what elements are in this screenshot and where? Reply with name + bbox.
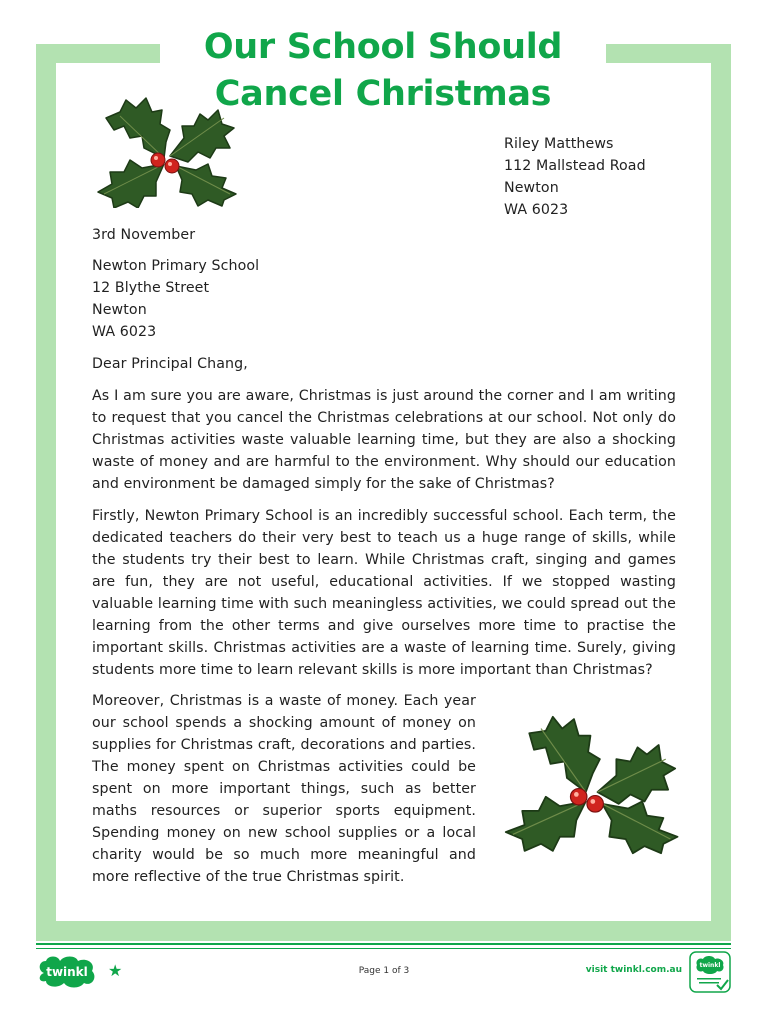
salutation: Dear Principal Chang,: [92, 356, 248, 372]
sender-state-postcode: WA 6023: [504, 202, 569, 218]
recipient-street: 12 Blythe Street: [92, 280, 210, 296]
sender-name: Riley Matthews: [504, 136, 614, 152]
letter-date: 3rd November: [92, 227, 196, 243]
footer-divider-thin: [36, 948, 731, 949]
paragraph-intro: As I am sure you are aware, Christmas is just around the corner and I am writing to request that you cancel the Christmas celebrations at our school. Not only do Christmas activities waste valuable learning time, but they are also a shocking waste of money and are harmful to the environment. Why should our education and environment be damaged simply for the sake of Christmas?: [92, 388, 676, 492]
recipient-suburb: Newton: [92, 302, 147, 318]
title-line-2: Cancel Christmas: [214, 74, 552, 114]
visit-link[interactable]: visit twinkl.com.au: [585, 965, 682, 975]
recipient-address: [92, 255, 259, 343]
star-icon: ★: [108, 961, 123, 980]
paragraph-learning-time: Firstly, Newton Primary School is an incredibly successful school. Each term, the dedicated teachers do their very best to teach us a huge range of skills, while the students try their best to learn. While Christmas craft, singing and games are fun, they are not useful, educational activities. If we stopped wasting valuable learning time with such meaningless activities, we could spread out the learning from the other terms and give ourselves more time to practise the important skills. Christmas activities are a waste of learning time. Surely, giving students more time to learn relevant skills is more important than Christmas?: [92, 508, 676, 678]
quality-badge-icon: [689, 951, 731, 993]
twinkl-logo-text: twinkl: [46, 965, 88, 979]
sender-address: [504, 133, 646, 221]
footer-divider: [36, 943, 731, 945]
sender-suburb: Newton: [504, 180, 559, 196]
title-line-1: Our School Should: [203, 27, 563, 67]
recipient-state-postcode: WA 6023: [92, 324, 157, 340]
recipient-name: Newton Primary School: [92, 258, 260, 274]
sender-street: 112 Mallstead Road: [504, 158, 646, 174]
page-number: Page 1 of 3: [358, 966, 410, 976]
paragraph-money: Moreover, Christmas is a waste of money. Each year our school spends a shocking amount of money on supplies for Christmas craft, decorations and parties. The money spent on Christmas activities could be spent on more important things, such as better maths resources or superior sports equipment. Spending money on new school supplies or a local charity would be so much more meaningful and more reflective of the true Christmas spirit.: [92, 693, 476, 885]
holly-icon: [84, 88, 254, 208]
holly-icon: [494, 712, 694, 858]
badge-logo-text: twinkl: [699, 962, 721, 969]
